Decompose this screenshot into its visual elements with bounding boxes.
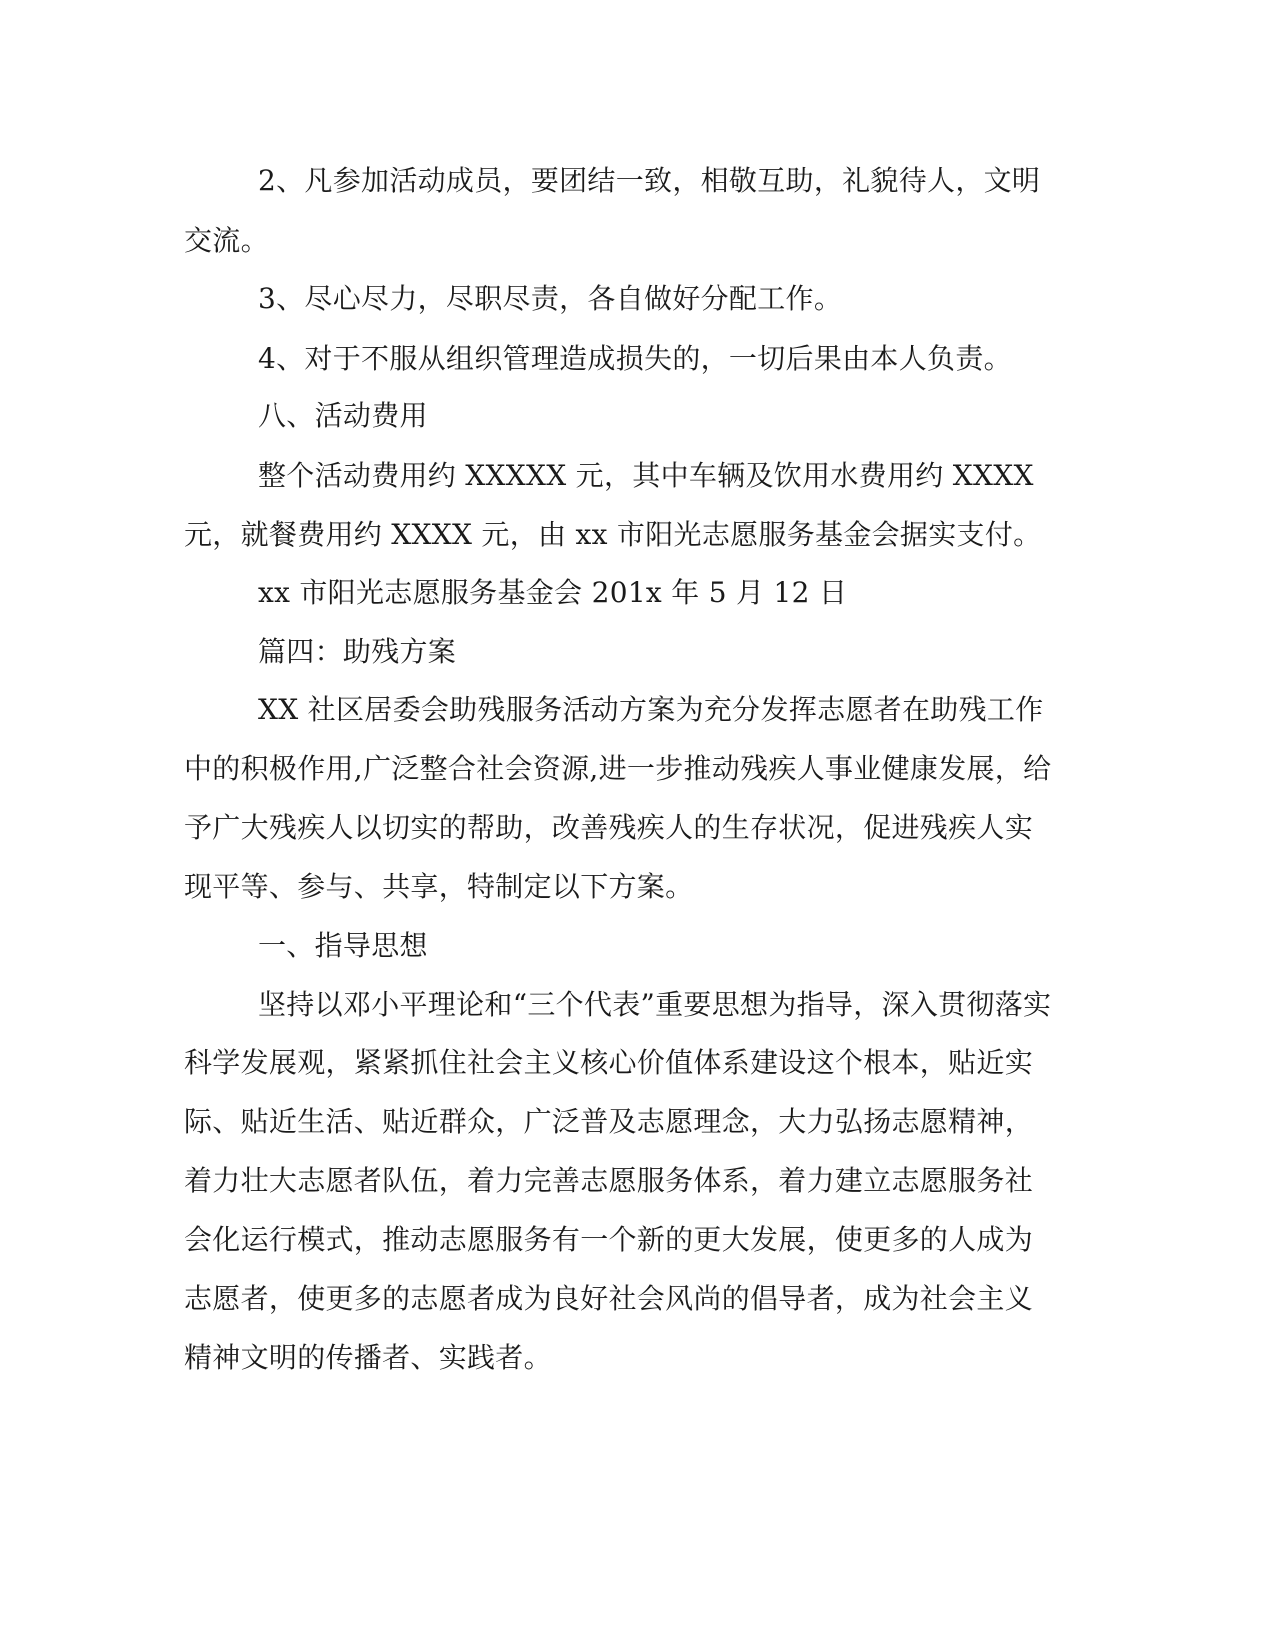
signature-date-line: xx 市阳光志愿服务基金会 201x 年 5 月 12 日: [258, 576, 848, 609]
text-line: 2、凡参加活动成员，要团结一致，相敬互助，礼貌待人，文明: [258, 164, 1041, 197]
chapter-heading: 篇四：助残方案: [258, 635, 457, 668]
text-line: 坚持以邓小平理论和“三个代表”重要思想为指导，深入贯彻落实: [258, 988, 1052, 1021]
text-line: 科学发展观，紧紧抓住社会主义核心价值体系建设这个根本，贴近实: [184, 1046, 1034, 1079]
text-line: 3、尽心尽力，尽职尽责，各自做好分配工作。: [258, 282, 843, 315]
section-heading: 八、活动费用: [258, 399, 428, 432]
text-line: 整个活动费用约 XXXXX 元，其中车辆及饮用水费用约 XXXX: [258, 459, 1034, 492]
text-line: 志愿者，使更多的志愿者成为良好社会风尚的倡导者，成为社会主义: [184, 1282, 1034, 1315]
text-line: 现平等、参与、共享，特制定以下方案。: [184, 870, 694, 903]
section-heading: 一、指导思想: [258, 929, 428, 962]
text-line: 会化运行模式，推动志愿服务有一个新的更大发展，使更多的人成为: [184, 1223, 1034, 1256]
text-line: XX 社区居委会助残服务活动方案为充分发挥志愿者在助残工作: [258, 693, 1044, 726]
text-line: 着力壮大志愿者队伍，着力完善志愿服务体系，着力建立志愿服务社: [184, 1164, 1034, 1197]
text-line: 际、贴近生活、贴近群众，广泛普及志愿理念，大力弘扬志愿精神，: [184, 1105, 1034, 1138]
text-line: 元，就餐费用约 XXXX 元，由 xx 市阳光志愿服务基金会据实支付。: [184, 518, 1042, 551]
text-line: 精神文明的传播者、实践者。: [184, 1341, 552, 1374]
text-line: 4、对于不服从组织管理造成损失的，一切后果由本人负责。: [258, 342, 1012, 375]
text-line: 中的积极作用,广泛整合社会资源,进一步推动残疾人事业健康发展，给: [184, 752, 1052, 785]
text-line: 予广大残疾人以切实的帮助，改善残疾人的生存状况，促进残疾人实: [184, 811, 1034, 844]
text-line: 交流。: [184, 224, 269, 257]
